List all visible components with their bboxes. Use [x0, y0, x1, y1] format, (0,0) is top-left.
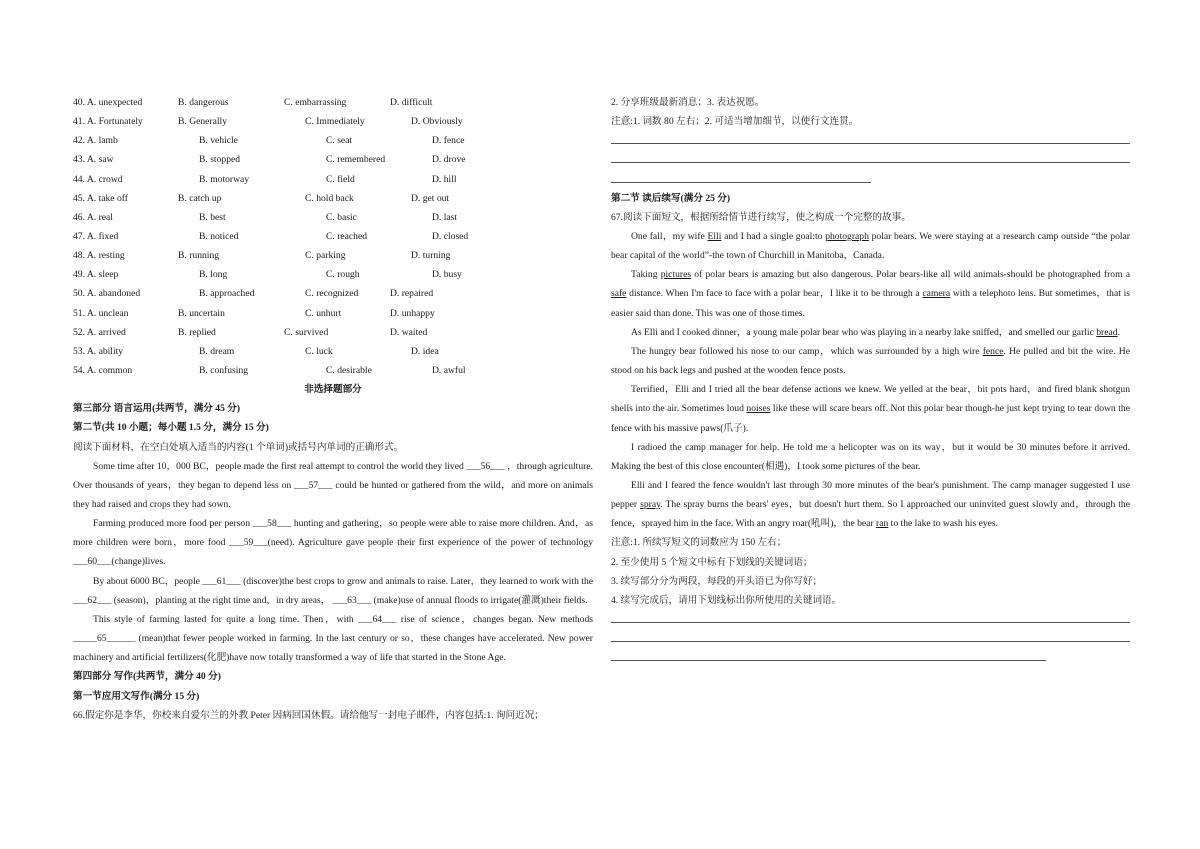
passage-paragraph-4: This style of farming lasted for quite a long time. Then，with ___64___ rise of science，changes began. New methods _____65______ (mean)that fewer people worked in farming. In the last century or so，these changes have accelerated. New power machinery and artificial fertilizers(化肥)have now totally transformed a way of life that started in the Stone Age.: [73, 613, 593, 664]
option-d: D. awful: [432, 364, 466, 376]
option-d: D. unhappy: [390, 307, 435, 319]
story-paragraph-5: Terrified，Elli and I tried all the bear defense actions we knew. We yelled at the bear，bit pots hard，and fired blank shotgun shells into the air. Sometimes loud noises like these will scare bears off. Not this polar bear though-he just kept trying to tear down the fence with his massive paws(爪子).: [611, 384, 1130, 434]
option-d: D. difficult: [390, 97, 433, 108]
option-row: [73, 361, 593, 380]
option-d: D. busy: [432, 269, 462, 281]
story-paragraph-3: As Elli and I cooked dinner，a young male polar bear who was playing in a nearby lake sniffed，and smelled our garlic bread.: [631, 326, 1120, 338]
answer-line: [611, 170, 1130, 189]
question-66-continued: 2. 分享班级最新消息；3. 表达祝愿。: [611, 97, 765, 108]
option-d: D. Obviously: [411, 116, 463, 128]
story-paragraph-4: The hungry bear followed his nose to our camp，which was surrounded by a high wire fence. He pulled and bit the wire. He stood on his back legs and pushed at the wooden fence posts.: [611, 345, 1130, 377]
option-b: B. noticed: [199, 230, 239, 242]
option-d: D. turning: [411, 250, 451, 262]
option-row: [73, 284, 593, 303]
option-b: B. uncertain: [178, 307, 225, 319]
option-a: 53. A. ability: [73, 345, 124, 357]
option-row: [73, 246, 593, 265]
option-b: B. confusing: [199, 364, 249, 376]
option-a: 41. A. Fortunately: [73, 116, 143, 128]
section2-heading-right: 第二节 读后续写(满分 25 分): [611, 192, 731, 204]
answer-line: [611, 648, 1130, 667]
option-d: D. idea: [411, 345, 439, 357]
section2-heading: 第二节(共 10 小题；每小题 1.5 分，满分 15 分): [73, 422, 269, 434]
story-paragraph-2: Taking pictures of polar bears is amazing but also dangerous. Polar bears-like all wild animals-should be photographed from a safe distance. When I'm face to face with a polar bear，I like it to be through a camera with a telephoto lens. But sometimes，that is easier said than done. This was one of those times.: [611, 269, 1130, 319]
keyword: photograph: [825, 230, 869, 242]
keyword: spray: [640, 499, 661, 511]
note-4: 4. 续写完成后，请用下划线标出你所使用的关键词语。: [611, 594, 842, 606]
keyword: ran: [876, 518, 889, 530]
option-a: 52. A. arrived: [73, 326, 126, 338]
option-row: [73, 265, 593, 284]
option-a: 43. A. saw: [73, 154, 114, 166]
question-66: 66.假定你是李华，你校来自爱尔兰的外教 Peter 因病回国休假。请给他写一封电子邮件，内容包括:1. 询问近况；: [73, 709, 544, 721]
option-c: C. basic: [326, 211, 357, 223]
answer-line: [611, 131, 1130, 150]
keyword: bread: [1096, 326, 1118, 338]
question-66-note: 注意:1. 词数 80 左右；2. 可适当增加细节，以使行文连贯。: [611, 116, 859, 128]
keyword: pictures: [660, 269, 692, 281]
option-row: [73, 323, 593, 342]
part3-heading: 第三部分 语言运用(共两节，满分 45 分): [73, 403, 241, 415]
option-c: C. unhurt: [305, 307, 342, 319]
option-c: C. remembered: [326, 154, 386, 166]
answer-line: [611, 150, 1130, 169]
part4-heading: 第四部分 写作(共两节，满分 40 分): [73, 671, 221, 683]
left-column: [73, 93, 593, 725]
story-paragraph-7: Elli and I feared the fence wouldn't last through 30 more minutes of the bear's punishment. The camp manager suggested I use pepper spray. The spray burns the bears' eyes，but doesn't hurt them. So I approached our uninvited guest slowly and，through the fence，sprayed him in the face. With an angry roar(吼叫)，the bear ran to the lake to wash his eyes.: [611, 480, 1130, 530]
option-a: 46. A. real: [73, 211, 113, 223]
option-c: C. reached: [326, 230, 368, 242]
nonchoice-heading: 非选择题部分: [304, 384, 362, 396]
option-c: C. rough: [326, 269, 360, 281]
option-c: C. survived: [284, 326, 329, 338]
option-a: 40. A. unexpected: [73, 97, 143, 108]
option-row: [73, 170, 593, 189]
question-67-intro: 67.阅读下面短文，根据所给情节进行续写，使之构成一个完整的故事。: [611, 211, 911, 223]
option-row: [73, 93, 593, 112]
note-3: 3. 续写部分分为两段，每段的开头语已为你写好；: [611, 575, 823, 587]
option-row: [73, 342, 593, 361]
option-c: C. recognized: [305, 288, 359, 300]
option-a: 50. A. abandoned: [73, 288, 141, 300]
option-d: D. get out: [411, 192, 450, 204]
option-b: B. Generally: [178, 116, 228, 128]
keyword: camera: [922, 288, 951, 300]
story-paragraph-6: I radioed the camp manager for help. He told me a helicopter was on its way，but it would be 30 minutes before it arrived. Making the best of this close encounter(相遇)，I took some pictures of the bear.: [611, 441, 1130, 472]
option-c: C. embarrassing: [284, 97, 347, 108]
right-column: [611, 93, 1130, 667]
option-a: 48. A. resting: [73, 250, 125, 262]
keyword: fence: [982, 345, 1004, 357]
story-paragraph-1: One fall，my wife Elli and I had a single goal:to photograph polar bears. We were staying at a research camp outside “the polar bear capital of the world”-the town of Churchill in Manitoba，Canada.: [611, 230, 1130, 262]
option-c: C. field: [326, 173, 355, 185]
keyword: noises: [746, 403, 771, 415]
option-row: [73, 208, 593, 227]
options-list: [73, 93, 593, 380]
note-2: 2. 至少使用 5 个短文中标有下划线的关键词语；: [611, 556, 813, 568]
option-a: 54. A. common: [73, 364, 133, 376]
option-c: C. Immediately: [305, 116, 365, 128]
option-row: [73, 304, 593, 323]
passage-paragraph-1: Some time after 10，000 BC，people made the first real attempt to control the world they lived ___56___ ，through agriculture. Over thousands of years，they began to depend less on ___57___ could be hunted or gathered from the wild，and more on animals they had raised and crops they had sown.: [73, 460, 593, 510]
option-c: C. luck: [305, 345, 333, 357]
option-c: C. parking: [305, 250, 346, 262]
option-b: B. vehicle: [199, 135, 238, 147]
option-row: [73, 112, 593, 131]
option-a: 42. A. lamb: [73, 135, 118, 147]
option-row: [73, 150, 593, 169]
option-c: C. seat: [326, 135, 353, 147]
option-row: [73, 131, 593, 150]
passage-paragraph-2: Farming produced more food per person ___58___ hunting and gathering，so people were able to raise more children. And，as more children were born，more food ___59___(need). Agriculture gave people their first experience of the power of technology ___60___(change)lives.: [73, 518, 593, 568]
option-c: C. desirable: [326, 364, 372, 376]
option-a: 47. A. fixed: [73, 230, 119, 242]
answer-line: [611, 629, 1130, 648]
option-d: D. drove: [432, 154, 466, 166]
option-d: D. closed: [432, 230, 469, 242]
option-b: B. catch up: [178, 192, 222, 204]
option-b: B. approached: [199, 288, 255, 300]
option-b: B. motorway: [199, 173, 250, 185]
option-d: D. fence: [432, 135, 465, 147]
option-a: 44. A. crowd: [73, 173, 123, 185]
option-d: D. last: [432, 211, 458, 223]
option-d: D. waited: [390, 326, 428, 338]
option-c: C. hold back: [305, 192, 354, 204]
passage-paragraph-3: By about 6000 BC，people ___61___ (discover)the best crops to grow and animals to raise. Later，they learned to work with the ___62___ (season)，planting at the right time and，in dry areas， ___63___ (make)use of annual floods to irrigate(灌溉)their fields.: [73, 575, 593, 606]
option-b: B. dangerous: [178, 97, 229, 108]
section1-heading: 第一节应用文写作(满分 15 分): [73, 690, 200, 702]
option-row: [73, 189, 593, 208]
option-b: B. best: [199, 211, 226, 223]
option-b: B. replied: [178, 326, 216, 338]
answer-line: [611, 610, 1130, 629]
instructions: 阅读下面材料，在空白处填入适当的内容(1 个单词)或括号内单词的正确形式。: [73, 441, 404, 453]
option-d: D. repaired: [390, 288, 434, 300]
option-d: D. hill: [432, 173, 457, 185]
option-b: B. long: [199, 269, 228, 281]
option-a: 51. A. unclean: [73, 307, 129, 319]
option-b: B. stopped: [199, 154, 241, 166]
option-b: B. dream: [199, 345, 235, 357]
option-a: 49. A. sleep: [73, 269, 119, 281]
option-a: 45. A. take off: [73, 192, 128, 204]
option-row: [73, 227, 593, 246]
note-1: 注意:1. 所续写短文的词数应为 150 左右；: [611, 537, 787, 549]
keyword: Elli: [707, 230, 722, 242]
option-b: B. running: [178, 250, 220, 262]
keyword: safe: [611, 288, 627, 300]
